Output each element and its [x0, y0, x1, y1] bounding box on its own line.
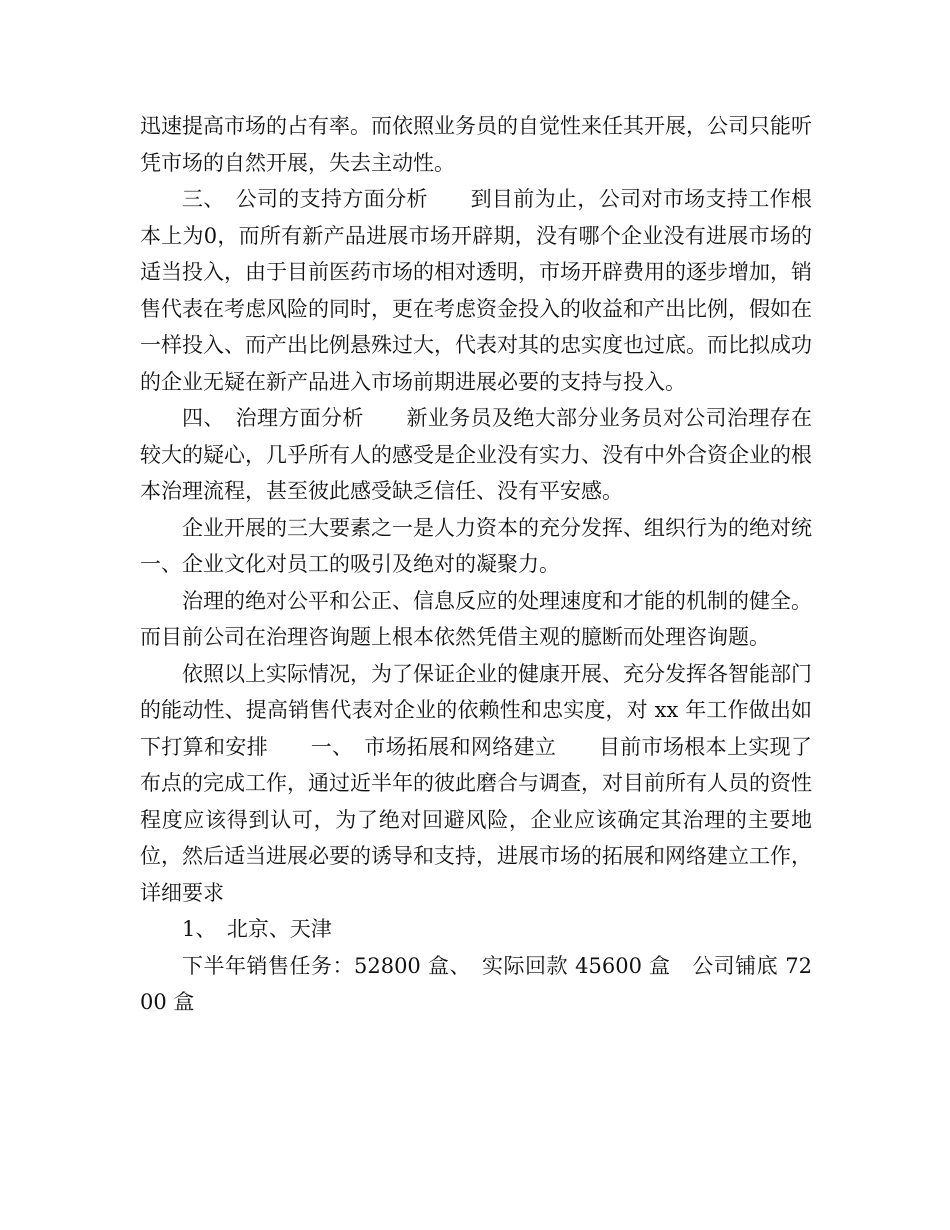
paragraph-three-elements: 企业开展的三大要素之一是人力资本的充分发挥、组织行为的绝对统一、企业文化对员工的吸引及绝对的凝聚力。 [140, 515, 812, 576]
paragraph-fairness: 治理的绝对公平和公正、信息反应的处理速度和才能的机制的健全。而目前公司在治理咨询题上根本依然凭借主观的臆断而处理咨询题。 [140, 588, 812, 649]
document-page [140, 108, 812, 1021]
section-three-support-analysis: 三、 公司的支持方面分析 到目前为止，公司对市场支持工作根本上为0，而所有新产品进展市场开辟期，没有哪个企业没有进展市场的适当投入，由于目前医药市场的相对透明，市场开辟费用的逐步增加，销售代表在考虑风险的同时，更在考虑资金投入的收益和产出比例，假如在一样投入、而产出比例悬殊过大，代表对其的忠实度也过底。而比拟成功的企业无疑在新产品进入市场前期进展必要的支持与投入。 [140, 187, 812, 394]
paragraph-plan: 依照以上实际情况，为了保证企业的健康开展、充分发挥各智能部门的能动性、提高销售代表对企业的依赖性和忠实度，对 xx 年工作做出如下打算和安排 一、 市场拓展和网络建立 目前市场根本上实现了布点的完成工作，通过近半年的彼此磨合与调查，对目前所有人员的资性程度应该得到认可，为了绝对回避风险，企业应该确定其治理的主要地位，然后适当进展必要的诱导和支持，进展市场的拓展和网络建立工作，详细要求 [140, 661, 812, 905]
paragraph-market-share: 迅速提高市场的占有率。而依照业务员的自觉性来任其开展，公司只能听凭市场的自然开展，失去主动性。 [140, 114, 812, 175]
list-item-beijing-tianjin: 1、 北京、天津 [182, 917, 332, 941]
paragraph-sales-target: 下半年销售任务：52800 盒、 实际回款 45600 盒 公司铺底 7200 盒 [140, 953, 812, 1014]
section-four-management-analysis: 四、 治理方面分析 新业务员及绝大部分业务员对公司治理存在较大的疑心，几乎所有人的感受是企业没有实力、没有中外合资企业的根本治理流程，甚至彼此感受缺乏信任、没有平安感。 [140, 406, 812, 503]
